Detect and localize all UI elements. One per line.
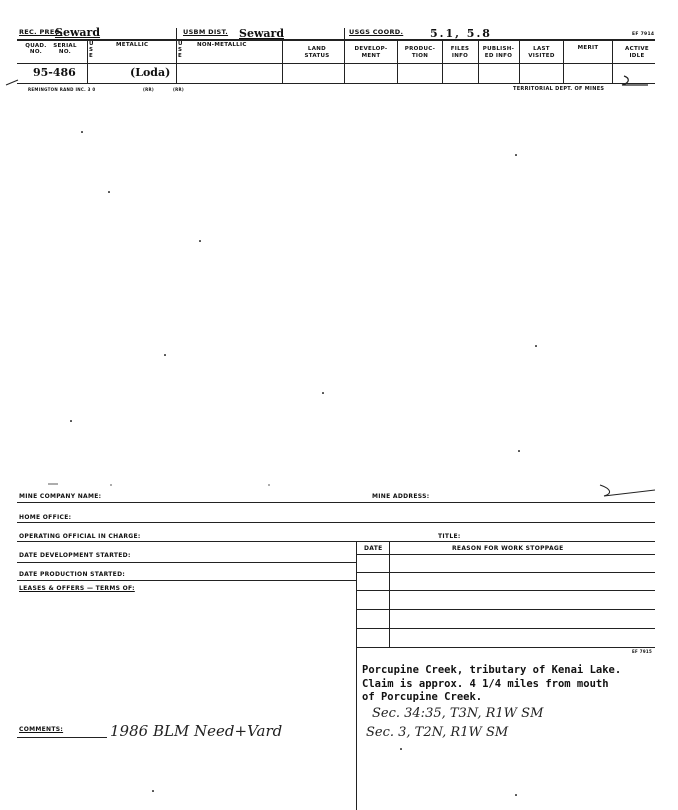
col-use-2: U S E [178, 41, 183, 59]
home-office-label: HOME OFFICE: [19, 514, 72, 521]
col-merit: MERIT [577, 45, 599, 51]
col-quad-no: QUAD. NO. [25, 43, 47, 55]
dept-imprint: TERRITORIAL DEPT. OF MINES [513, 86, 605, 92]
title-label: TITLE: [438, 533, 461, 540]
imprint-mark-1: (RR) [143, 87, 155, 92]
usbm-dist-value: Seward [239, 27, 285, 40]
mine-address-label: MINE ADDRESS: [372, 493, 430, 500]
operating-official-label: OPERATING OFFICIAL IN CHARGE: [19, 533, 141, 540]
usbm-dist-label: USBM DIST. [183, 28, 229, 36]
col-files-info: FILES INFO [450, 46, 470, 59]
col-last-visited: LAST VISITED [528, 46, 555, 59]
metallic-value: (Loda) [130, 66, 171, 79]
date-col-label: DATE [364, 545, 383, 552]
col-land-status: LAND STATUS [304, 46, 330, 59]
leases-label: LEASES & OFFERS — TERMS OF: [19, 585, 135, 592]
reason-col-label: REASON FOR WORK STOPPAGE [452, 545, 564, 552]
usgs-coord-label: USGS COORD. [349, 28, 404, 36]
rec-prec-value: Seward [55, 26, 101, 39]
rec-prec-label: REC. PREC. [19, 28, 63, 36]
imprint-mark-2: (RR) [173, 87, 185, 92]
rule-header-bottom [17, 63, 655, 64]
typed-location-note: Porcupine Creek, tributary of Kenai Lake. Claim is approx. 4 1/4 miles from mouth of Porcupine Creek. [362, 664, 622, 703]
quad-serial-value: 95-486 [33, 66, 76, 79]
handwritten-sec-line-1: Sec. 34:35, T3N, R1W SM [372, 706, 544, 721]
comments-handwritten: 1986 BLM Need+Vard [110, 722, 283, 740]
handwritten-sec-line-2: Sec. 3, T2N, R1W SM [366, 725, 509, 740]
comments-label: COMMENTS: [19, 726, 64, 733]
col-active-idle: ACTIVE IDLE [625, 46, 649, 59]
printer-imprint: REMINGTON RAND INC. 3 0 [28, 87, 96, 92]
date-development-label: DATE DEVELOPMENT STARTED: [19, 552, 131, 559]
col-use-1: U S E [89, 41, 94, 59]
rule-row-bottom [17, 83, 655, 84]
check-mark [618, 74, 658, 90]
date-production-label: DATE PRODUCTION STARTED: [19, 571, 126, 578]
tick-mark [4, 76, 24, 88]
form-code-bottom: EF 7915 [632, 649, 653, 654]
mine-company-label: MINE COMPANY NAME: [19, 493, 102, 500]
col-production: PRODUC-TION [404, 46, 436, 59]
col-published-info: PUBLISH-ED INFO [482, 46, 515, 59]
col-non-metallic: NON-METALLIC [197, 42, 247, 48]
col-metallic: METALLIC [116, 42, 149, 48]
rule-top [17, 39, 655, 41]
usgs-coord-value: 5.1, 5.8 [430, 27, 492, 40]
card-edge [0, 480, 678, 500]
col-development: DEVELOP-MENT [354, 46, 388, 59]
form-code-top: EF 7914 [632, 32, 655, 37]
col-serial-no: SERIAL NO. [53, 43, 77, 55]
